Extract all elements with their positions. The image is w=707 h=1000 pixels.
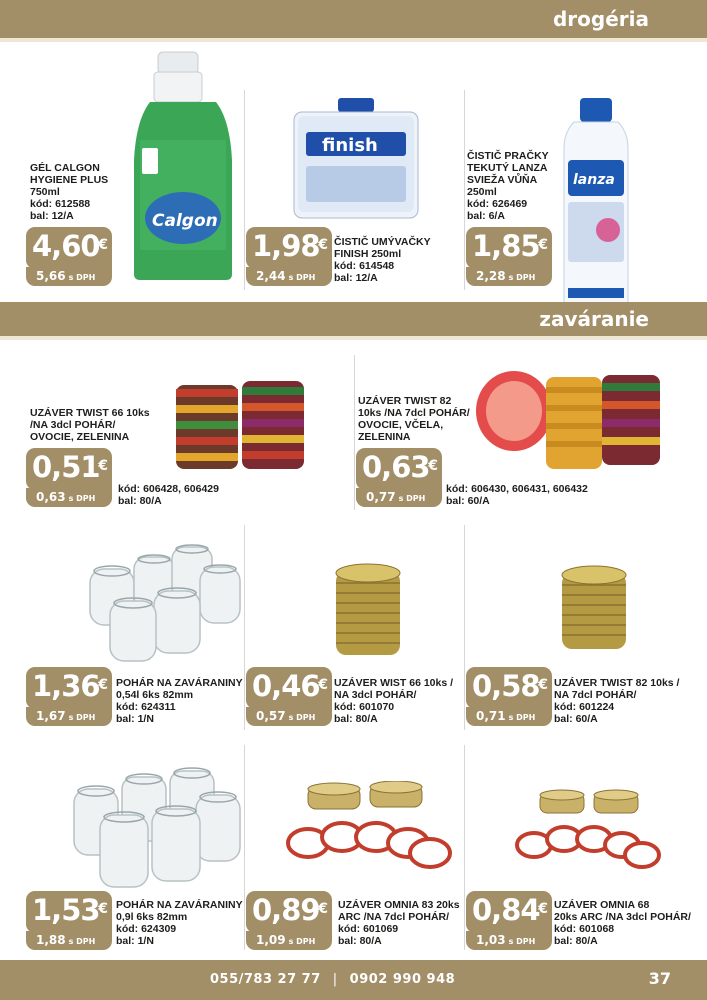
contact-phones (210, 972, 455, 987)
price-with-vat: 5,66 s DPH (36, 269, 96, 283)
price-tag (246, 891, 332, 950)
product-name: UZÁVER OMNIA 83 20ks ARC /NA 7dcl POHÁR/ (338, 899, 460, 923)
product-card-omnia-68[interactable] (464, 745, 707, 955)
section-header-drogeria (0, 0, 707, 38)
section-title: zaváranie (539, 307, 649, 331)
product-card-omnia-83[interactable] (244, 745, 464, 955)
product-code: kód: 614548 (334, 260, 395, 272)
product-size: 0,54l 6ks 82mm (116, 689, 194, 701)
product-name: POHÁR NA ZAVÁRANINY (116, 899, 243, 911)
phone-number[interactable]: 055/783 27 77 (210, 972, 321, 987)
currency-symbol: € (98, 677, 108, 693)
product-code: kód: 624311 (116, 701, 176, 713)
product-code: kód: 601068 (554, 923, 615, 935)
currency-symbol: € (318, 677, 328, 693)
twist-caps-image (172, 375, 308, 480)
separator: | (332, 972, 338, 987)
product-info (116, 677, 244, 725)
product-size: 0,9l 6ks 82mm (116, 911, 188, 923)
price-with-vat: 1,88 s DPH (36, 933, 96, 947)
product-name: UZÁVER TWIST 82 10ks /NA 7dcl POHÁR/ OVOCIE, VČELA, ZELENINA (358, 395, 470, 443)
gold-lids-image (558, 563, 630, 660)
price-tag (26, 227, 112, 286)
product-info (116, 899, 244, 947)
price-with-vat: 0,63 s DPH (36, 490, 96, 504)
product-card-jars-054[interactable] (0, 525, 244, 735)
product-name: UZÁVER TWIST 82 10ks / NA 7dcl POHÁR/ (554, 677, 680, 701)
product-info (554, 899, 704, 947)
price-value: 4,60 (32, 229, 100, 263)
product-code: kód: 606430, 606431, 606432 (446, 483, 588, 495)
finish-cleaner-image (292, 98, 420, 225)
product-pack: bal: 80/A (118, 495, 162, 507)
currency-symbol: € (538, 677, 548, 693)
currency-symbol: € (428, 458, 438, 474)
product-pack: bal: 80/A (338, 935, 382, 947)
price-with-vat: 1,09 s DPH (256, 933, 316, 947)
price-with-vat: 0,57 s DPH (256, 709, 316, 723)
price-with-vat: 2,44 s DPH (256, 269, 316, 283)
product-info (334, 236, 462, 284)
divider (0, 336, 707, 340)
price-tag (26, 667, 112, 726)
omnia-lids-image (512, 787, 662, 876)
price-tag (26, 448, 112, 507)
product-card-twist-66[interactable] (0, 345, 354, 515)
product-pack: bal: 12/A (334, 272, 378, 284)
product-card-finish[interactable] (244, 40, 464, 295)
product-info (338, 899, 462, 947)
product-card-jars-09[interactable] (0, 745, 244, 955)
price-value: 0,51 (32, 450, 100, 484)
currency-symbol: € (98, 237, 108, 253)
price-tag (356, 448, 442, 507)
currency-symbol: € (538, 901, 548, 917)
price-with-vat: 1,67 s DPH (36, 709, 96, 723)
product-info (467, 150, 567, 222)
product-card-calgon[interactable] (0, 40, 244, 295)
product-name: POHÁR NA ZAVÁRANINY (116, 677, 243, 689)
product-pack: bal: 60/A (554, 713, 598, 725)
currency-symbol: € (98, 901, 108, 917)
price-value: 1,36 (32, 669, 100, 703)
footer-bar (0, 960, 707, 1000)
product-pack: bal: 60/A (446, 495, 490, 507)
product-name: ČISTIČ UMÝVAČKY FINISH 250ml (334, 236, 431, 260)
price-value: 0,63 (362, 450, 430, 484)
price-tag (246, 227, 332, 286)
product-name: UZÁVER TWIST 66 10ks /NA 3dcl POHÁR/ OVOCIE, ZELENINA (30, 407, 150, 443)
omnia-lids-image (284, 781, 454, 876)
product-pack: bal: 80/A (554, 935, 598, 947)
section-header-zavaranie (0, 302, 707, 336)
price-with-vat: 0,71 s DPH (476, 709, 536, 723)
page-number: 37 (648, 969, 671, 988)
product-card-twist-82-gold[interactable] (464, 525, 707, 735)
currency-symbol: € (318, 901, 328, 917)
product-code: kód: 612588 (30, 198, 91, 210)
price-value: 0,58 (472, 669, 540, 703)
price-tag (466, 227, 552, 286)
product-size: 250ml (467, 186, 497, 198)
product-name: UZÁVER OMNIA 68 20ks ARC /NA 3dcl POHÁR/ (554, 899, 691, 923)
product-name: ČISTIČ PRAČKY TEKUTÝ LANZA SVIEŽA VŮŇA (467, 150, 549, 186)
product-card-wist-66[interactable] (244, 525, 464, 735)
product-card-twist-82[interactable] (354, 345, 707, 515)
product-pack: bal: 1/N (116, 713, 154, 725)
product-code: kód: 624309 (116, 923, 177, 935)
product-info (446, 483, 686, 507)
product-code: kód: 601224 (554, 701, 615, 713)
glass-jars-image (80, 539, 244, 674)
product-info (118, 483, 318, 507)
product-info (30, 162, 130, 222)
currency-symbol: € (538, 237, 548, 253)
product-code: kód: 601069 (338, 923, 399, 935)
product-pack: bal: 12/A (30, 210, 74, 222)
price-value: 1,98 (252, 229, 320, 263)
finish-logo-text: finish (322, 135, 378, 156)
glass-jars-image (72, 759, 242, 896)
product-pack: bal: 6/A (467, 210, 505, 222)
product-code: kód: 626469 (467, 198, 528, 210)
currency-symbol: € (318, 237, 328, 253)
product-info (30, 407, 170, 443)
price-value: 0,89 (252, 893, 320, 927)
price-tag (26, 891, 112, 950)
product-code: kód: 601070 (334, 701, 395, 713)
product-pack: bal: 1/N (116, 935, 154, 947)
product-name: UZÁVER WIST 66 10ks / NA 3dcl POHÁR/ (334, 677, 454, 701)
product-code: kód: 606428, 606429 (118, 483, 219, 495)
price-value: 1,53 (32, 893, 100, 927)
phone-number[interactable]: 0902 990 948 (349, 972, 456, 987)
lanza-bottle-image (560, 98, 632, 313)
price-with-vat: 1,03 s DPH (476, 933, 536, 947)
price-with-vat: 2,28 s DPH (476, 269, 536, 283)
product-name: GÉL CALGON HYGIENE PLUS (30, 162, 109, 186)
product-info (358, 395, 478, 443)
product-pack: bal: 80/A (334, 713, 378, 725)
price-with-vat: 0,77 s DPH (366, 490, 426, 504)
product-size: 750ml (30, 186, 60, 198)
price-tag (246, 667, 332, 726)
calgon-logo-text: Calgon (152, 211, 218, 231)
product-info (334, 677, 462, 725)
twist-caps-image (474, 365, 664, 480)
price-tag (466, 667, 552, 726)
gold-lids-image (332, 561, 406, 666)
price-value: 1,85 (472, 229, 540, 263)
price-tag (466, 891, 552, 950)
section-title: drogéria (552, 7, 649, 31)
lanza-logo-text: lanza (573, 172, 615, 188)
currency-symbol: € (98, 458, 108, 474)
product-card-lanza[interactable] (464, 40, 707, 295)
price-value: 0,46 (252, 669, 320, 703)
calgon-bottle-image (128, 50, 238, 287)
price-value: 0,84 (472, 893, 540, 927)
product-info (554, 677, 704, 725)
